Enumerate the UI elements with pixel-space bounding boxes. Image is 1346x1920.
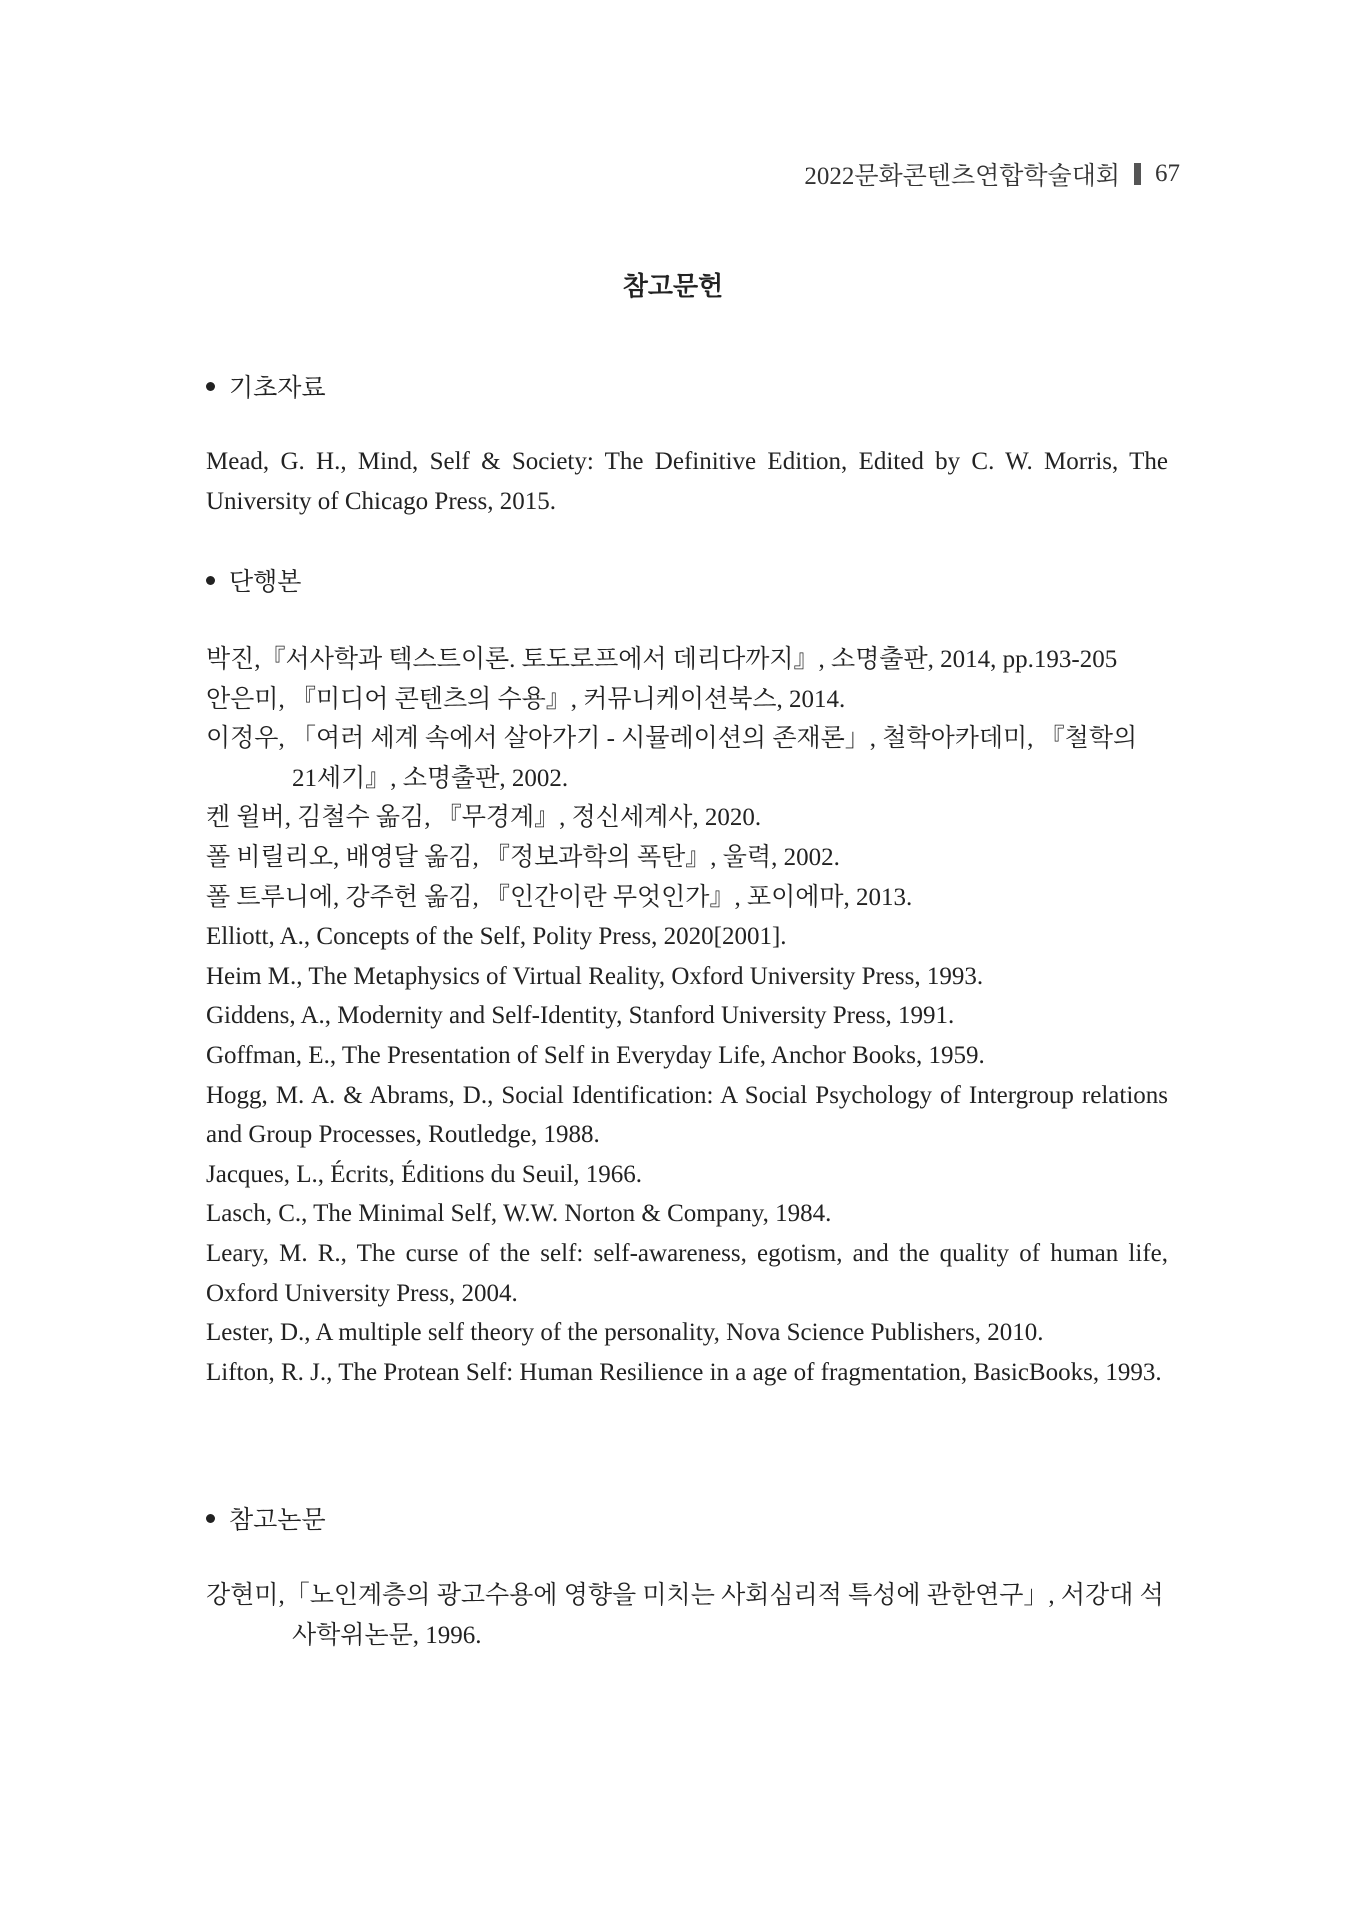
- section-heading-label: 참고논문: [229, 1507, 326, 1534]
- reference-list-papers: [206, 1576, 1168, 1655]
- page-header: [804, 156, 1180, 192]
- reference-entry: 박진,『서사학과 텍스트이론. 토도로프에서 데리다까지』, 소명출판, 2014, pp.193-205: [206, 646, 1118, 673]
- reference-entry: Goffman, E., The Presentation of Self in Everyday Life, Anchor Books, 1959.: [206, 1041, 985, 1069]
- header-separator: [1134, 163, 1141, 185]
- reference-entry: Lester, D., A multiple self theory of the personality, Nova Science Publishers, 2010.: [206, 1319, 1044, 1347]
- section-heading-label: 단행본: [229, 569, 302, 596]
- section-heading-books: [206, 562, 301, 598]
- reference-list-books: [206, 640, 1168, 1392]
- section-heading-label: 기초자료: [229, 375, 326, 402]
- bullet-icon: [206, 382, 215, 391]
- reference-entry: 폴 트루니에, 강주헌 옮김, 『인간이란 무엇인가』, 포이에마, 2013.: [206, 883, 913, 911]
- page-title: 참고문헌: [622, 272, 724, 301]
- reference-entry: Lasch, C., The Minimal Self, W.W. Norton & Company, 1984.: [206, 1200, 832, 1228]
- reference-list-primary-sources: [206, 442, 1168, 521]
- reference-entry: Leary, M. R., The curse of the self: self-awareness, egotism, and the quality of human life, Oxford University Press, 2004.: [206, 1239, 1168, 1307]
- reference-entry: Giddens, A., Modernity and Self-Identity, Stanford University Press, 1991.: [206, 1002, 955, 1030]
- reference-entry: 켄 윌버, 김철수 옮김, 『무경계』, 정신세계사, 2020.: [206, 804, 762, 832]
- reference-entry: Mead, G. H., Mind, Self & Society: The Definitive Edition, Edited by C. W. Morris, The University of Chicago Press, 2015.: [206, 448, 1168, 515]
- reference-entry: Heim M., The Metaphysics of Virtual Reality, Oxford University Press, 1993.: [206, 962, 984, 990]
- bullet-icon: [206, 576, 215, 585]
- reference-entry: Lifton, R. J., The Protean Self: Human Resilience in a age of fragmentation, BasicBooks, 1993.: [206, 1358, 1162, 1386]
- bullet-icon: [206, 1514, 215, 1523]
- reference-entry: Elliott, A., Concepts of the Self, Polity Press, 2020[2001].: [206, 923, 787, 951]
- reference-entry: 강현미,「노인계층의 광고수용에 영향을 미치는 사회심리적 특성에 관한연구」, 서강대 석사학위논문, 1996.: [206, 1582, 1164, 1649]
- reference-entry: Jacques, L., Écrits, Éditions du Seuil, 1966.: [206, 1160, 643, 1188]
- reference-entry: Hogg, M. A. & Abrams, D., Social Identification: A Social Psychology of Intergroup relations and Group Processes, Routledge, 1988.: [206, 1081, 1168, 1149]
- conference-name: 2022문화콘텐츠연합학술대회: [804, 163, 1120, 190]
- reference-entry: 안은미, 『미디어 콘텐츠의 수용』, 커뮤니케이션북스, 2014.: [206, 685, 846, 713]
- section-heading-primary-sources: [206, 368, 326, 404]
- reference-entry: 이정우, 「여러 세계 속에서 살아가기 - 시뮬레이션의 존재론」, 철학아카데미, 『철학의 21세기』, 소명출판, 2002.: [206, 725, 1138, 792]
- reference-entry: 폴 비릴리오, 배영달 옮김, 『정보과학의 폭탄』, 울력, 2002.: [206, 843, 840, 871]
- page-number: 67: [1155, 160, 1180, 187]
- section-heading-papers: [206, 1500, 326, 1536]
